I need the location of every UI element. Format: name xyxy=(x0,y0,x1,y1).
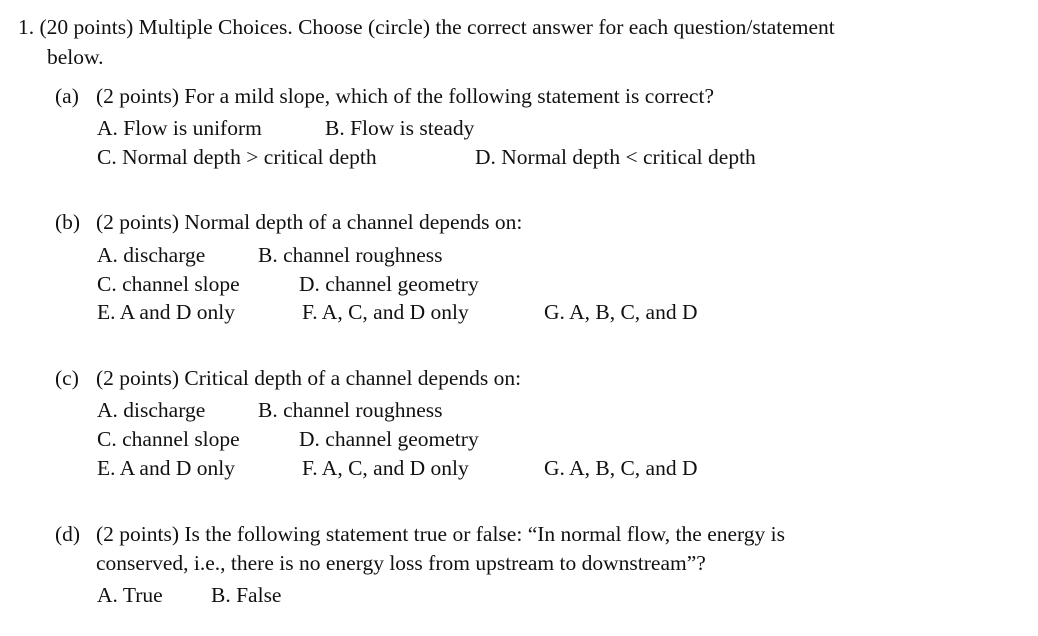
part-a-label: (a) xyxy=(55,84,79,108)
problem-header-line1: 1. (20 points) Multiple Choices. Choose (circle) the correct answer for each question/statement xyxy=(18,15,835,39)
problem-header-line2: below. xyxy=(47,45,104,69)
part-a-option-d[interactable]: D. Normal depth < critical depth xyxy=(475,145,756,169)
part-b-option-a[interactable]: A. discharge xyxy=(97,243,206,267)
part-c-label: (c) xyxy=(55,366,79,390)
part-a-question: (2 points) For a mild slope, which of the following statement is correct? xyxy=(96,84,714,108)
part-c-option-c[interactable]: C. channel slope xyxy=(97,427,240,451)
part-b-option-e[interactable]: E. A and D only xyxy=(97,300,235,324)
part-b-label: (b) xyxy=(55,210,81,234)
part-c-question: (2 points) Critical depth of a channel depends on: xyxy=(96,366,522,390)
part-a-option-c[interactable]: C. Normal depth > critical depth xyxy=(97,145,377,169)
part-a-option-b[interactable]: B. Flow is steady xyxy=(325,116,475,140)
part-d-option-b[interactable]: B. False xyxy=(211,583,282,607)
part-b-option-f[interactable]: F. A, C, and D only xyxy=(302,300,469,324)
part-c-option-e[interactable]: E. A and D only xyxy=(97,456,235,480)
part-b-option-d[interactable]: D. channel geometry xyxy=(299,272,479,296)
part-d-question-line2: conserved, i.e., there is no energy loss from upstream to downstream”? xyxy=(96,551,706,575)
part-b-option-b[interactable]: B. channel roughness xyxy=(258,243,443,267)
part-c-option-a[interactable]: A. discharge xyxy=(97,398,206,422)
part-c-option-g[interactable]: G. A, B, C, and D xyxy=(544,456,698,480)
part-c-option-b[interactable]: B. channel roughness xyxy=(258,398,443,422)
part-d-option-a[interactable]: A. True xyxy=(97,583,163,607)
part-c-option-f[interactable]: F. A, C, and D only xyxy=(302,456,469,480)
part-d-question-line1: (2 points) Is the following statement true or false: “In normal flow, the energy is xyxy=(96,522,786,546)
part-d-label: (d) xyxy=(55,522,81,546)
part-a-option-a[interactable]: A. Flow is uniform xyxy=(97,116,262,140)
part-c-option-d[interactable]: D. channel geometry xyxy=(299,427,479,451)
part-b-question: (2 points) Normal depth of a channel depends on: xyxy=(96,210,523,234)
part-b-option-c[interactable]: C. channel slope xyxy=(97,272,240,296)
part-b-option-g[interactable]: G. A, B, C, and D xyxy=(544,300,698,324)
